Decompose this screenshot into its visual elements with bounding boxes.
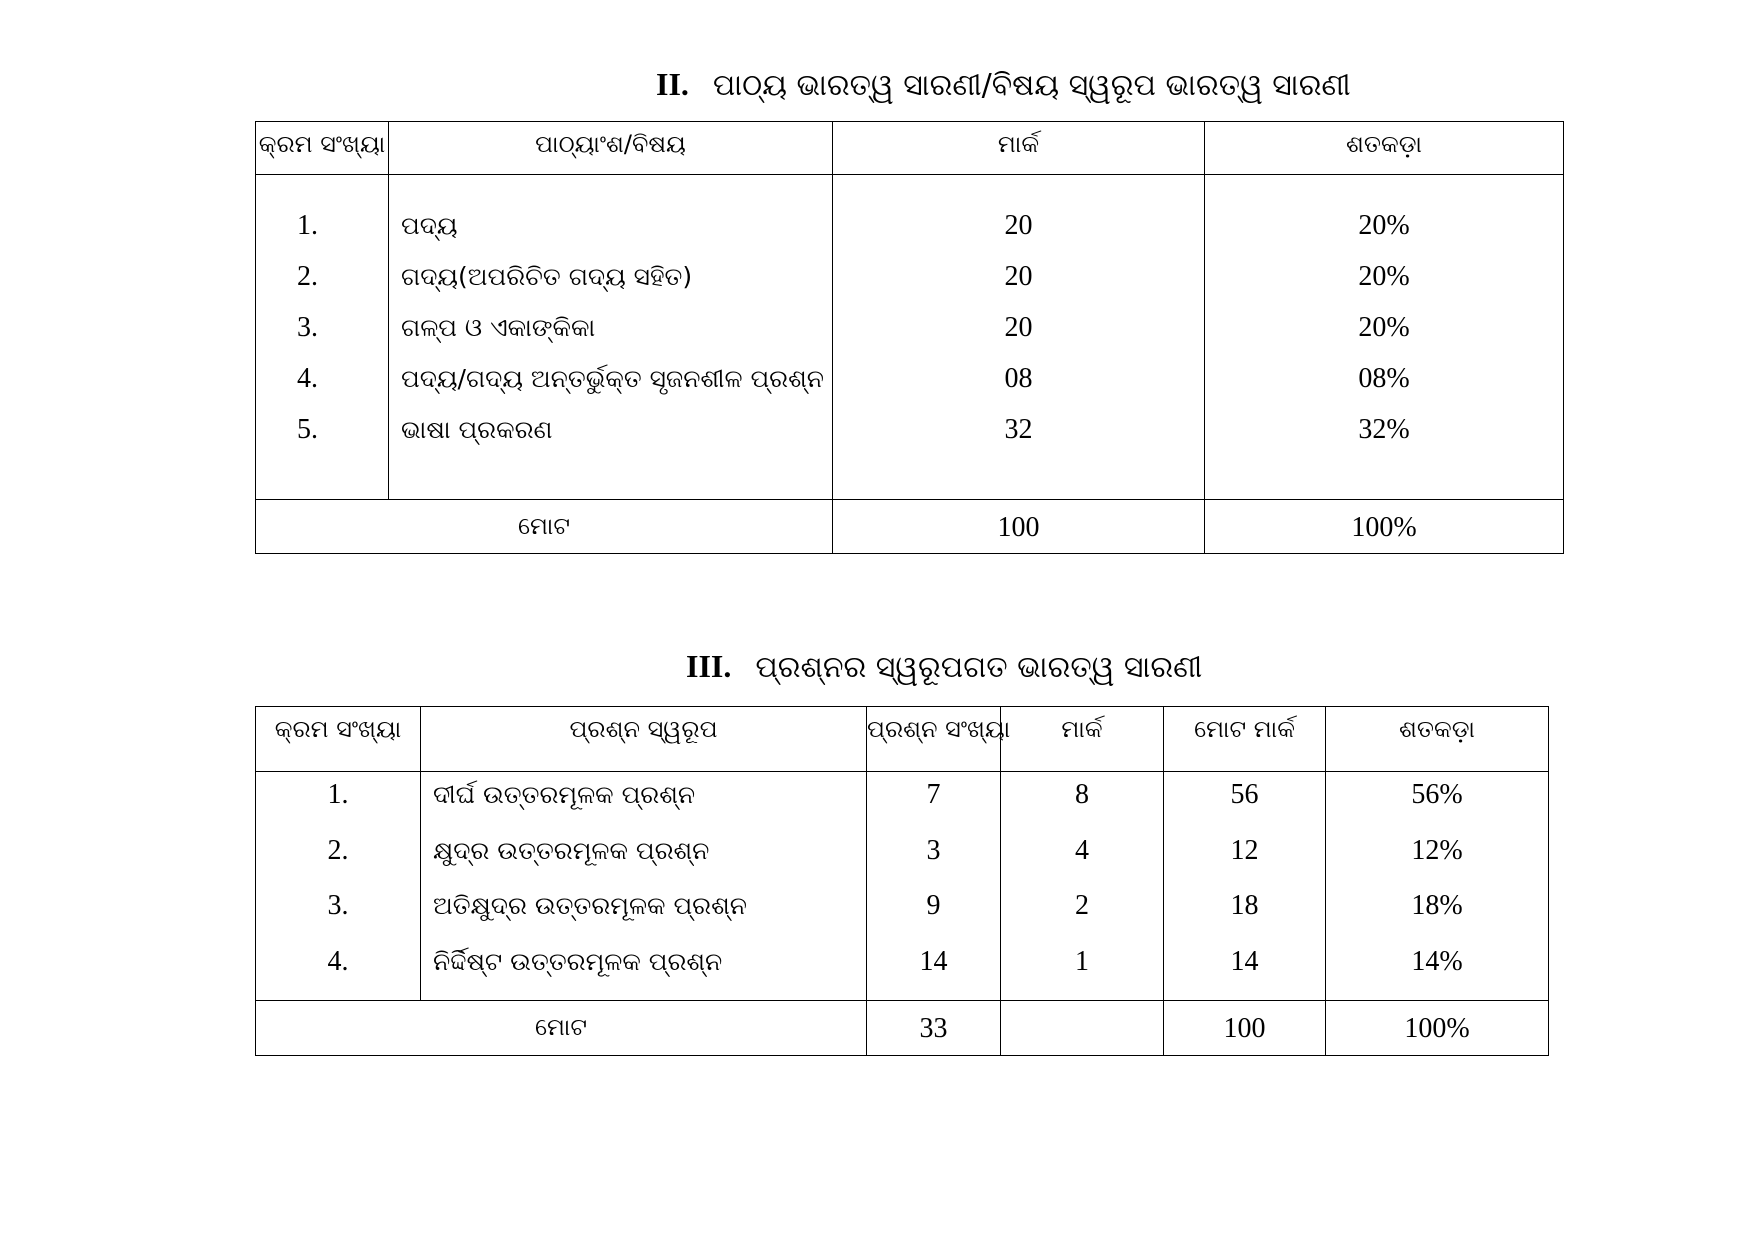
total-marks: 100 bbox=[833, 500, 1205, 554]
subject-weightage-table bbox=[255, 121, 1564, 554]
total-label: ମୋଟ bbox=[256, 1001, 867, 1056]
total-marks-value: 14 bbox=[1230, 945, 1259, 977]
total-row bbox=[256, 500, 1564, 554]
percentage-value: 14% bbox=[1411, 945, 1463, 977]
serial-number: 2. bbox=[327, 834, 349, 866]
header-serial-number: କ୍ରମ ସଂଖ୍ୟା bbox=[256, 707, 421, 772]
section-2-heading bbox=[656, 64, 1351, 106]
total-marks: 100 bbox=[1164, 1001, 1326, 1056]
table-body-row bbox=[256, 772, 1549, 1001]
subject-column bbox=[389, 175, 833, 500]
table-header-row bbox=[256, 707, 1549, 772]
marks-value: 2 bbox=[1075, 890, 1089, 921]
total-percentage: 100% bbox=[1205, 500, 1564, 554]
serial-number: 1. bbox=[327, 779, 349, 810]
question-type-column bbox=[421, 772, 867, 1001]
subject-name: ପଦ୍ୟ bbox=[401, 211, 458, 240]
serial-number-column bbox=[256, 175, 389, 500]
header-total-marks: ମୋଟ ମାର୍କ bbox=[1164, 707, 1326, 772]
total-marks-value: 18 bbox=[1230, 890, 1259, 921]
serial-number-column bbox=[256, 772, 421, 1001]
percentage-value: 18% bbox=[1411, 890, 1463, 921]
section-3-heading bbox=[686, 646, 1202, 688]
total-label: ମୋଟ bbox=[256, 500, 833, 554]
subject-name: ଭାଷା ପ୍ରକରଣ bbox=[401, 415, 553, 444]
question-count: 14 bbox=[919, 945, 948, 977]
percentage-value: 08% bbox=[1358, 363, 1410, 394]
serial-number: 4. bbox=[327, 945, 349, 977]
percentage-column bbox=[1205, 175, 1564, 500]
question-count: 9 bbox=[926, 890, 941, 921]
marks-column bbox=[833, 175, 1205, 500]
header-subject: ପାଠ୍ୟାଂଶ/ବିଷୟ bbox=[389, 122, 833, 175]
table-header-row bbox=[256, 122, 1564, 175]
question-count-column bbox=[867, 772, 1001, 1001]
total-question-count: 33 bbox=[867, 1001, 1001, 1056]
header-percentage: ଶତକଡ଼ା bbox=[1205, 122, 1564, 175]
marks-value: 4 bbox=[1075, 834, 1089, 866]
subject-name: ଗଦ୍ୟ(ଅପରିଚିତ ଗଦ୍ୟ ସହିତ) bbox=[401, 262, 693, 291]
marks-value: 20 bbox=[1004, 312, 1033, 343]
marks-value: 08 bbox=[1004, 363, 1033, 394]
marks-value: 20 bbox=[1004, 261, 1033, 292]
serial-number: 5. bbox=[297, 414, 318, 445]
subject-name: ପଦ୍ୟ/ଗଦ୍ୟ ଅନ୍ତର୍ଭୁକ୍ତ ସୃଜନଶୀଳ ପ୍ରଶ୍ନ bbox=[401, 364, 824, 393]
header-serial-number: କ୍ରମ ସଂଖ୍ୟା bbox=[256, 122, 389, 175]
question-type-weightage-table bbox=[255, 706, 1549, 1056]
section-2-title: ପାଠ୍ୟ ଭାରତ୍ୱ ସାରଣୀ/ବିଷୟ ସ୍ୱରୂପ ଭାରତ୍ୱ ସାରଣୀ bbox=[712, 68, 1351, 103]
percentage-value: 20% bbox=[1358, 261, 1410, 292]
percentage-column bbox=[1326, 772, 1549, 1001]
marks-value: 20 bbox=[1004, 210, 1033, 241]
total-marks-per-question bbox=[1001, 1001, 1164, 1056]
percentage-value: 56% bbox=[1411, 779, 1463, 810]
total-percentage: 100% bbox=[1326, 1001, 1549, 1056]
percentage-value: 20% bbox=[1358, 312, 1410, 343]
section-3-title: ପ୍ରଶ୍ନର ସ୍ୱରୂପଗତ ଭାରତ୍ୱ ସାରଣୀ bbox=[755, 650, 1203, 685]
header-question-type: ପ୍ରଶ୍ନ ସ୍ୱରୂପ bbox=[421, 707, 867, 772]
section-2-number: II. bbox=[656, 66, 689, 102]
question-type: ଅତିକ୍ଷୁଦ୍ର ଉତ୍ତରମୂଳକ ପ୍ରଶ୍ନ bbox=[433, 891, 747, 920]
serial-number: 3. bbox=[327, 890, 349, 921]
question-type: ଦୀର୍ଘ ଉତ୍ତରମୂଳକ ପ୍ରଶ୍ନ bbox=[433, 780, 696, 809]
question-type: ନିର୍ଦ୍ଦିଷ୍ଟ ଉତ୍ତରମୂଳକ ପ୍ରଶ୍ନ bbox=[433, 946, 723, 976]
percentage-value: 20% bbox=[1358, 210, 1410, 241]
marks-value: 8 bbox=[1075, 779, 1089, 810]
total-row bbox=[256, 1001, 1549, 1056]
percentage-value: 32% bbox=[1358, 414, 1410, 445]
question-count: 3 bbox=[926, 834, 941, 866]
total-marks-value: 56 bbox=[1230, 779, 1259, 810]
header-marks: ମାର୍କ bbox=[1001, 707, 1164, 772]
question-type: କ୍ଷୁଦ୍ର ଉତ୍ତରମୂଳକ ପ୍ରଶ୍ନ bbox=[433, 835, 710, 865]
question-count: 7 bbox=[926, 779, 941, 810]
header-percentage: ଶତକଡ଼ା bbox=[1326, 707, 1549, 772]
total-marks-value: 12 bbox=[1230, 834, 1259, 866]
serial-number: 1. bbox=[297, 210, 318, 241]
marks-column bbox=[1001, 772, 1164, 1001]
serial-number: 2. bbox=[297, 261, 318, 292]
marks-value: 1 bbox=[1075, 945, 1089, 977]
total-marks-column bbox=[1164, 772, 1326, 1001]
header-marks: ମାର୍କ bbox=[833, 122, 1205, 175]
section-3-number: III. bbox=[686, 648, 732, 684]
header-question-count: ପ୍ରଶ୍ନ ସଂଖ୍ୟା bbox=[867, 707, 1001, 772]
serial-number: 3. bbox=[297, 312, 318, 343]
serial-number: 4. bbox=[297, 363, 318, 394]
marks-value: 32 bbox=[1004, 414, 1033, 445]
percentage-value: 12% bbox=[1411, 834, 1463, 866]
table-body-row bbox=[256, 175, 1564, 500]
subject-name: ଗଳ୍ପ ଓ ଏକାଙ୍କିକା bbox=[401, 313, 596, 342]
